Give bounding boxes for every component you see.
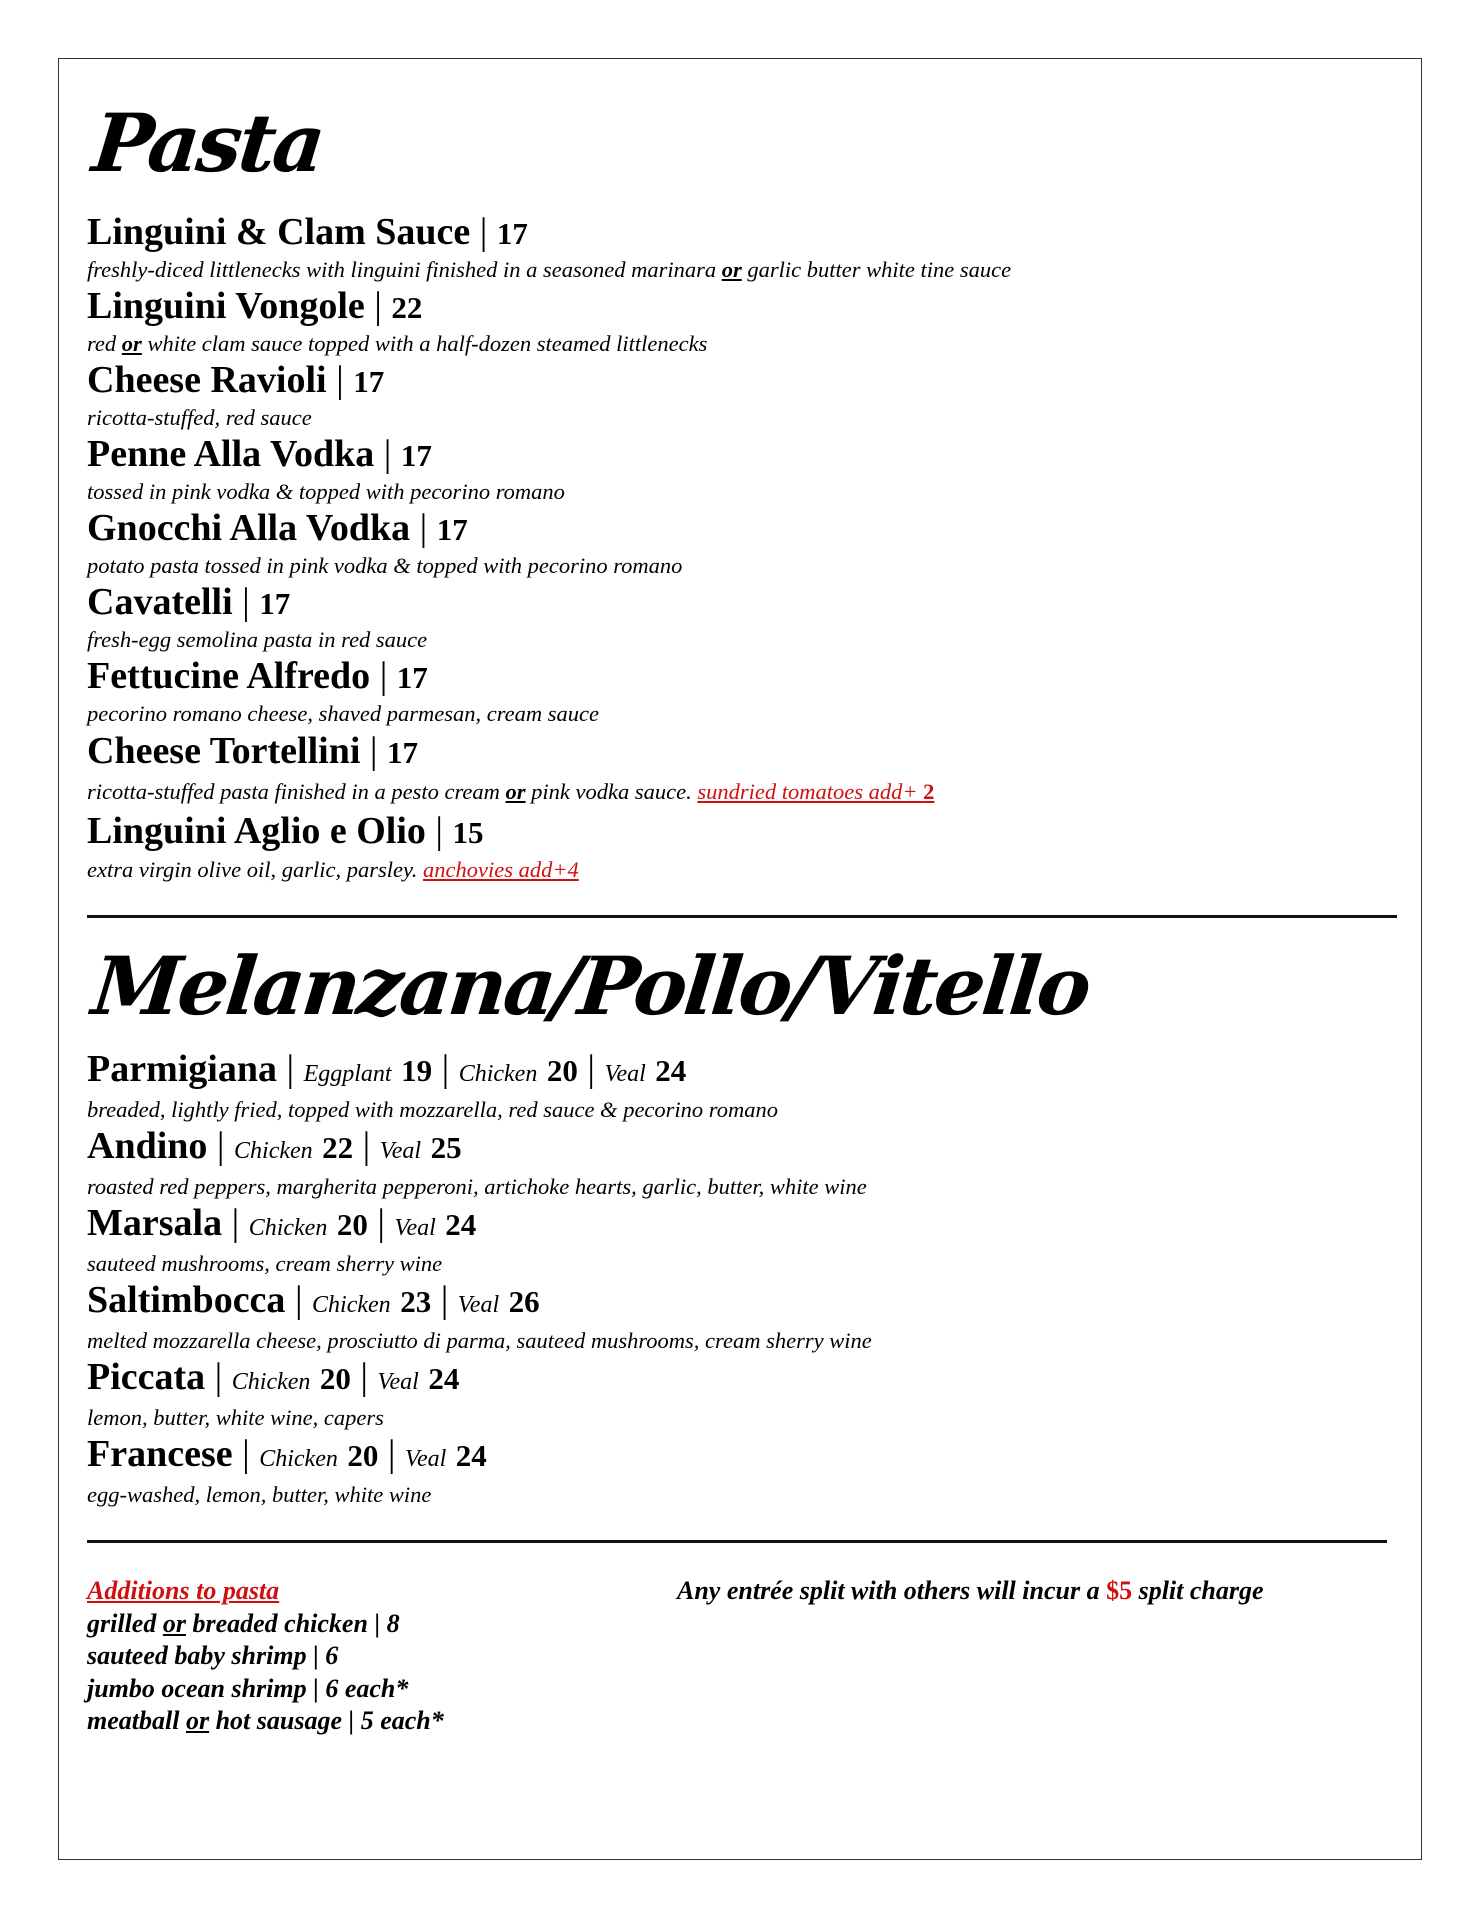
item-name: Cheese Ravioli <box>87 359 327 401</box>
item-name: Marsala <box>87 1202 223 1244</box>
item-name: Saltimbocca <box>87 1279 286 1321</box>
menu-item: Fettucine Alfredo | 17 pecorino romano cheese, shaved parmesan, cream sauce <box>87 655 1407 729</box>
mpv-list <box>87 1048 1407 1510</box>
item-description: ricotta-stuffed pasta finished in a pesto cream or pink vodka sauce. sundried tomatoes add+ 2 <box>87 779 935 804</box>
item-name: Fettucine Alfredo <box>87 655 371 697</box>
menu-item: Francese | Chicken 20 | Veal 24 egg-washed, lemon, butter, white wine <box>87 1433 1407 1510</box>
item-price: 15 <box>452 815 484 850</box>
addon-price: 2 <box>923 779 935 804</box>
item-description: breaded, lightly fried, topped with mozzarella, red sauce & pecorino romano <box>87 1097 778 1122</box>
menu-item: Linguini Vongole | 22 red or white clam sauce topped with a half-dozen steamed littlenecks <box>87 285 1407 359</box>
item-description: pecorino romano cheese, shaved parmesan, cream sauce <box>87 701 599 726</box>
menu-page <box>87 95 1407 1765</box>
item-description: extra virgin olive oil, garlic, parsley. anchovies add+4 <box>87 857 579 882</box>
item-price: 17 <box>387 735 418 770</box>
item-name: Andino <box>87 1125 208 1167</box>
split-charge-amount: $5 <box>1106 1576 1133 1605</box>
addition-item: grilled or breaded chicken | 8 <box>87 1608 400 1638</box>
menu-item: Cavatelli | 17 fresh-egg semolina pasta in red sauce <box>87 581 1407 655</box>
addition-item: jumbo ocean shrimp | 6 each* <box>87 1673 409 1703</box>
additions-block <box>87 1575 1407 1765</box>
item-price: 17 <box>496 216 528 251</box>
addition-item: meatball or hot sausage | 5 each* <box>87 1706 444 1735</box>
menu-item: Cheese Tortellini | 17 ricotta-stuffed pasta finished in a pesto cream or pink vodka sauce. sundried tomatoes add+ 2 <box>87 729 1407 809</box>
addon-anchovies: anchovies add+4 <box>422 857 579 882</box>
section-divider <box>87 915 1397 918</box>
menu-item: Cheese Ravioli | 17 ricotta-stuffed, red sauce <box>87 359 1407 433</box>
section-divider <box>87 1540 1387 1543</box>
menu-item: Marsala | Chicken 20 | Veal 24 sauteed mushrooms, cream sherry wine <box>87 1202 1407 1279</box>
menu-item: Andino | Chicken 22 | Veal 25 roasted red peppers, margherita pepperoni, artichoke hearts, garlic, butter, white wine <box>87 1125 1407 1202</box>
item-price: 17 <box>436 512 468 547</box>
item-description: ricotta-stuffed, red sauce <box>87 405 312 430</box>
item-name: Francese <box>87 1433 233 1475</box>
pasta-list <box>87 211 1407 885</box>
item-name: Linguini & Clam Sauce <box>87 211 471 253</box>
item-price: 22 <box>391 290 423 325</box>
item-description: sauteed mushrooms, cream sherry wine <box>87 1251 443 1276</box>
additions-heading: Additions to pasta <box>87 1576 280 1605</box>
item-description: egg-washed, lemon, butter, white wine <box>87 1482 432 1507</box>
item-name: Gnocchi Alla Vodka <box>87 507 411 549</box>
item-name: Piccata <box>87 1356 206 1398</box>
menu-item: Piccata | Chicken 20 | Veal 24 lemon, butter, white wine, capers <box>87 1356 1407 1433</box>
item-description: roasted red peppers, margherita pepperoni, artichoke hearts, garlic, butter, white wine <box>87 1174 867 1199</box>
mpv-section-title: Melanzana/Pollo/Vitello <box>87 939 1093 1033</box>
menu-item: Parmigiana | Eggplant 19 | Chicken 20 | Veal 24 breaded, lightly fried, topped with mozzarella, red sauce & pecorino romano <box>87 1048 1407 1125</box>
item-price: 17 <box>400 438 432 473</box>
item-description: red or white clam sauce topped with a half-dozen steamed littlenecks <box>87 331 708 356</box>
item-description: lemon, butter, white wine, capers <box>87 1405 384 1430</box>
item-description: potato pasta tossed in pink vodka & topped with pecorino romano <box>87 553 683 578</box>
item-name: Cavatelli <box>87 581 233 623</box>
item-price: 17 <box>353 364 385 399</box>
item-name: Cheese Tortellini <box>87 730 361 772</box>
menu-item: Linguini & Clam Sauce | 17 freshly-diced littlenecks with linguini finished in a seasoned marinara or garlic butter white tine sauce <box>87 211 1407 285</box>
item-description: fresh-egg semolina pasta in red sauce <box>87 627 428 652</box>
item-name: Linguini Aglio e Olio <box>87 810 426 852</box>
menu-item: Saltimbocca | Chicken 23 | Veal 26 melted mozzarella cheese, prosciutto di parma, sauteed mushrooms, cream sherry wine <box>87 1279 1407 1356</box>
item-price: 17 <box>396 660 428 695</box>
menu-item: Penne Alla Vodka | 17 tossed in pink vodka & topped with pecorino romano <box>87 433 1407 507</box>
split-charge-note: Any entrée split with others will incur a $5 split charge <box>677 1576 1264 1605</box>
item-name: Parmigiana <box>87 1048 277 1090</box>
item-name: Linguini Vongole <box>87 285 365 327</box>
pasta-section-title: Pasta <box>88 96 327 190</box>
menu-item: Gnocchi Alla Vodka | 17 potato pasta tossed in pink vodka & topped with pecorino romano <box>87 507 1407 581</box>
addon-sundried-tomatoes: sundried tomatoes add+ <box>697 779 924 804</box>
additions-list <box>87 1575 444 1738</box>
item-description: tossed in pink vodka & topped with pecorino romano <box>87 479 565 504</box>
item-description: melted mozzarella cheese, prosciutto di parma, sauteed mushrooms, cream sherry wine <box>87 1328 872 1353</box>
addition-item: sauteed baby shrimp | 6 <box>87 1641 339 1670</box>
item-price: 17 <box>259 586 291 621</box>
item-name: Penne Alla Vodka <box>87 433 375 475</box>
menu-item: Linguini Aglio e Olio | 15 extra virgin olive oil, garlic, parsley. anchovies add+4 <box>87 809 1407 885</box>
item-description: freshly-diced littlenecks with linguini finished in a seasoned marinara or garlic butter white tine sauce <box>87 257 1012 282</box>
